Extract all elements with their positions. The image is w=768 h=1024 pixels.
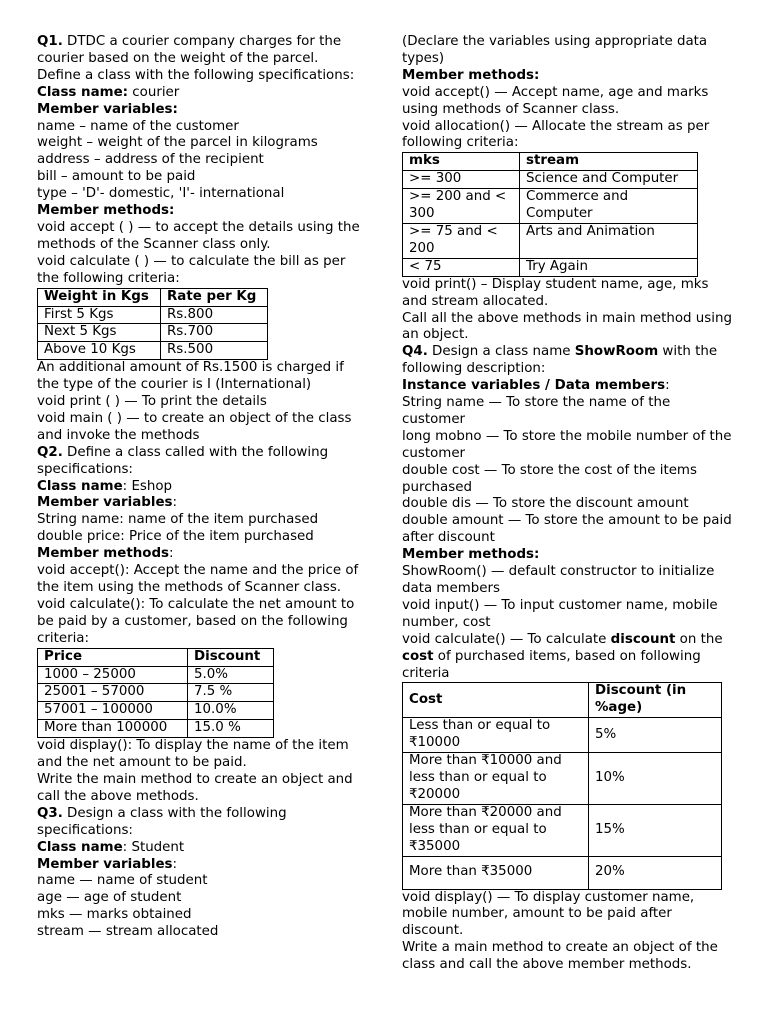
table-row — [403, 718, 722, 753]
question-number: Q1. — [37, 34, 63, 49]
q3-var: name — name of student — [37, 873, 208, 889]
question-number: Q2. — [37, 444, 63, 460]
table-header-cell: Weight in Kgs — [38, 288, 161, 306]
right-column — [402, 34, 732, 974]
q4-method: void input() — To input customer name, mobile number, cost — [402, 597, 718, 630]
q3-stream-table — [402, 152, 698, 276]
q2-method: void accept(): Accept the name and the price of the item using the methods of Scanner class. — [37, 563, 359, 595]
table-cell: >= 75 and < 200 — [403, 223, 520, 258]
table-cell: 5% — [589, 718, 722, 753]
table-cell: >= 300 — [403, 171, 520, 189]
table-header-cell: Rate per Kg — [161, 288, 268, 306]
q3-declare-note: (Declare the variables using appropriate data types) — [402, 34, 708, 66]
table-cell: Arts and Animation — [520, 223, 698, 258]
q4-var: double cost — To store the cost of the items purchased — [402, 462, 697, 495]
q4-methods-heading: Member methods: — [402, 547, 540, 563]
table-row — [38, 684, 274, 702]
table-row — [38, 720, 274, 738]
table-cell: 15% — [589, 804, 722, 856]
table-header-row — [403, 153, 698, 171]
table-header-cell: Price — [38, 648, 188, 666]
table-header-cell: stream — [520, 153, 698, 171]
table-cell: More than ₹10000 and less than or equal to ₹20000 — [403, 753, 589, 805]
q3-intro: Q3. Design a class with the following specifications: — [37, 805, 287, 838]
table-row — [38, 306, 268, 324]
q2-instruction: Write the main method to create an object and call the above methods. — [37, 771, 353, 804]
table-cell: First 5 Kgs — [38, 306, 161, 324]
table-cell: More than ₹35000 — [403, 856, 589, 889]
q2-var: double price: Price of the item purchased — [37, 529, 314, 545]
q1-var: name – name of the customer — [37, 118, 239, 134]
q2-var: String name: name of the item purchased — [37, 512, 319, 528]
table-cell: Above 10 Kgs — [38, 342, 161, 360]
q2-methods-heading: Member methods: — [37, 546, 174, 562]
q1-var: address – address of the recipient — [37, 152, 264, 168]
q1-class-name: Class name: courier — [37, 84, 180, 100]
table-cell: More than ₹20000 and less than or equal to ₹35000 — [403, 804, 589, 856]
table-header-row — [403, 683, 722, 718]
table-row — [403, 223, 698, 258]
q1-var: type – 'D'- domestic, 'I'- international — [37, 186, 285, 202]
table-header-row — [38, 288, 268, 306]
table-cell: >= 200 and < 300 — [403, 189, 520, 224]
q3-var: stream — stream allocated — [37, 924, 219, 940]
table-cell: 25001 – 57000 — [38, 684, 188, 702]
table-header-cell: Discount (in %age) — [589, 683, 722, 718]
table-cell: Science and Computer — [520, 171, 698, 189]
table-row — [38, 324, 268, 342]
q1-vars-heading: Member variables: — [37, 101, 178, 117]
q3-var: age — age of student — [37, 890, 182, 906]
table-row — [403, 171, 698, 189]
table-cell: Next 5 Kgs — [38, 324, 161, 342]
q3-instruction: Call all the above methods in main method using an object. — [402, 310, 732, 343]
q3-class-name: Class name: Student — [37, 839, 185, 855]
table-cell: 10.0% — [188, 702, 274, 720]
q4-method: ShowRoom() — default constructor to initialize data members — [402, 564, 715, 596]
q4-var: double amount — To store the amount to be paid after discount — [402, 513, 732, 546]
q2-method: void calculate(): To calculate the net amount to be paid by a customer, based on the following criteria: — [37, 596, 355, 646]
q2-vars-heading: Member variables: — [37, 495, 178, 511]
q1-var: weight – weight of the parcel in kilograms — [37, 135, 318, 151]
q2-discount-table — [37, 648, 274, 739]
table-row — [38, 666, 274, 684]
q1-method: void accept ( ) — to accept the details using the methods of the Scanner class only. — [37, 219, 360, 252]
table-cell: Rs.500 — [161, 342, 268, 360]
q3-method: void allocation() — Allocate the stream as per following criteria: — [402, 118, 710, 151]
q3-method: void print() – Display student name, age, mks and stream allocated. — [402, 276, 709, 309]
table-cell: Rs.700 — [161, 324, 268, 342]
table-cell: More than 100000 — [38, 720, 188, 738]
table-row — [38, 702, 274, 720]
table-row — [403, 258, 698, 276]
q4-intro: Q4. Design a class name ShowRoom with the following description: — [402, 344, 718, 377]
q2-method: void display(): To display the name of the item and the net amount to be paid. — [37, 738, 349, 771]
q3-var: mks — marks obtained — [37, 907, 192, 923]
table-cell: Try Again — [520, 258, 698, 276]
q4-discount-table — [402, 682, 722, 889]
q4-method: void display() — To display customer name, mobile number, amount to be paid after discount. — [402, 889, 695, 939]
q2-class-name: Class name: Eshop — [37, 478, 173, 494]
q1-var: bill – amount to be paid — [37, 169, 196, 185]
q4-instruction: Write a main method to create an object of the class and call the above member methods. — [402, 940, 718, 973]
q4-var: long mobno — To store the mobile number of the customer — [402, 428, 732, 461]
table-row — [403, 804, 722, 856]
table-cell: 20% — [589, 856, 722, 889]
q1-intro: Q1. DTDC a courier company charges for the courier based on the weight of the parcel. Define a class with the following specifications: — [37, 34, 355, 83]
table-header-cell: Cost — [403, 683, 589, 718]
q4-vars-heading: Instance variables / Data members: — [402, 378, 670, 394]
table-row — [38, 342, 268, 360]
question-number: Q3. — [37, 805, 63, 821]
q1-method: void print ( ) — To print the details — [37, 394, 267, 410]
q4-var: double dis — To store the discount amount — [402, 496, 689, 512]
table-cell: 57001 – 100000 — [38, 702, 188, 720]
q4-var: String name — To store the name of the customer — [402, 395, 671, 427]
q2-intro: Q2. Define a class called with the following specifications: — [37, 444, 329, 477]
table-cell: 15.0 % — [188, 720, 274, 738]
q1-rate-table — [37, 288, 268, 361]
table-cell: Commerce and Computer — [520, 189, 698, 224]
q3-vars-heading: Member variables: — [37, 856, 178, 872]
q1-method: void main ( ) — to create an object of the class and invoke the methods — [37, 410, 352, 443]
q3-method: void accept() — Accept name, age and marks using methods of Scanner class. — [402, 84, 709, 117]
table-row — [403, 753, 722, 805]
table-cell: 5.0% — [188, 666, 274, 684]
q1-methods-heading: Member methods: — [37, 203, 175, 219]
table-cell: 10% — [589, 753, 722, 805]
table-cell: 1000 – 25000 — [38, 666, 188, 684]
table-header-cell: Discount — [188, 648, 274, 666]
table-row — [403, 189, 698, 224]
q4-method: void calculate() — To calculate discount on the cost of purchased items, based on following criteria — [402, 631, 723, 681]
table-cell: Rs.800 — [161, 306, 268, 324]
table-header-cell: mks — [403, 153, 520, 171]
table-cell: 7.5 % — [188, 684, 274, 702]
table-row — [403, 856, 722, 889]
table-header-row — [38, 648, 274, 666]
q1-note: An additional amount of Rs.1500 is charged if the type of the courier is I (International) — [37, 360, 344, 393]
question-number: Q4. — [402, 344, 428, 360]
table-cell: Less than or equal to ₹10000 — [403, 718, 589, 753]
left-column — [37, 34, 365, 941]
table-cell: < 75 — [403, 258, 520, 276]
q3-methods-heading: Member methods: — [402, 67, 540, 83]
q1-method: void calculate ( ) — to calculate the bill as per the following criteria: — [37, 253, 346, 286]
